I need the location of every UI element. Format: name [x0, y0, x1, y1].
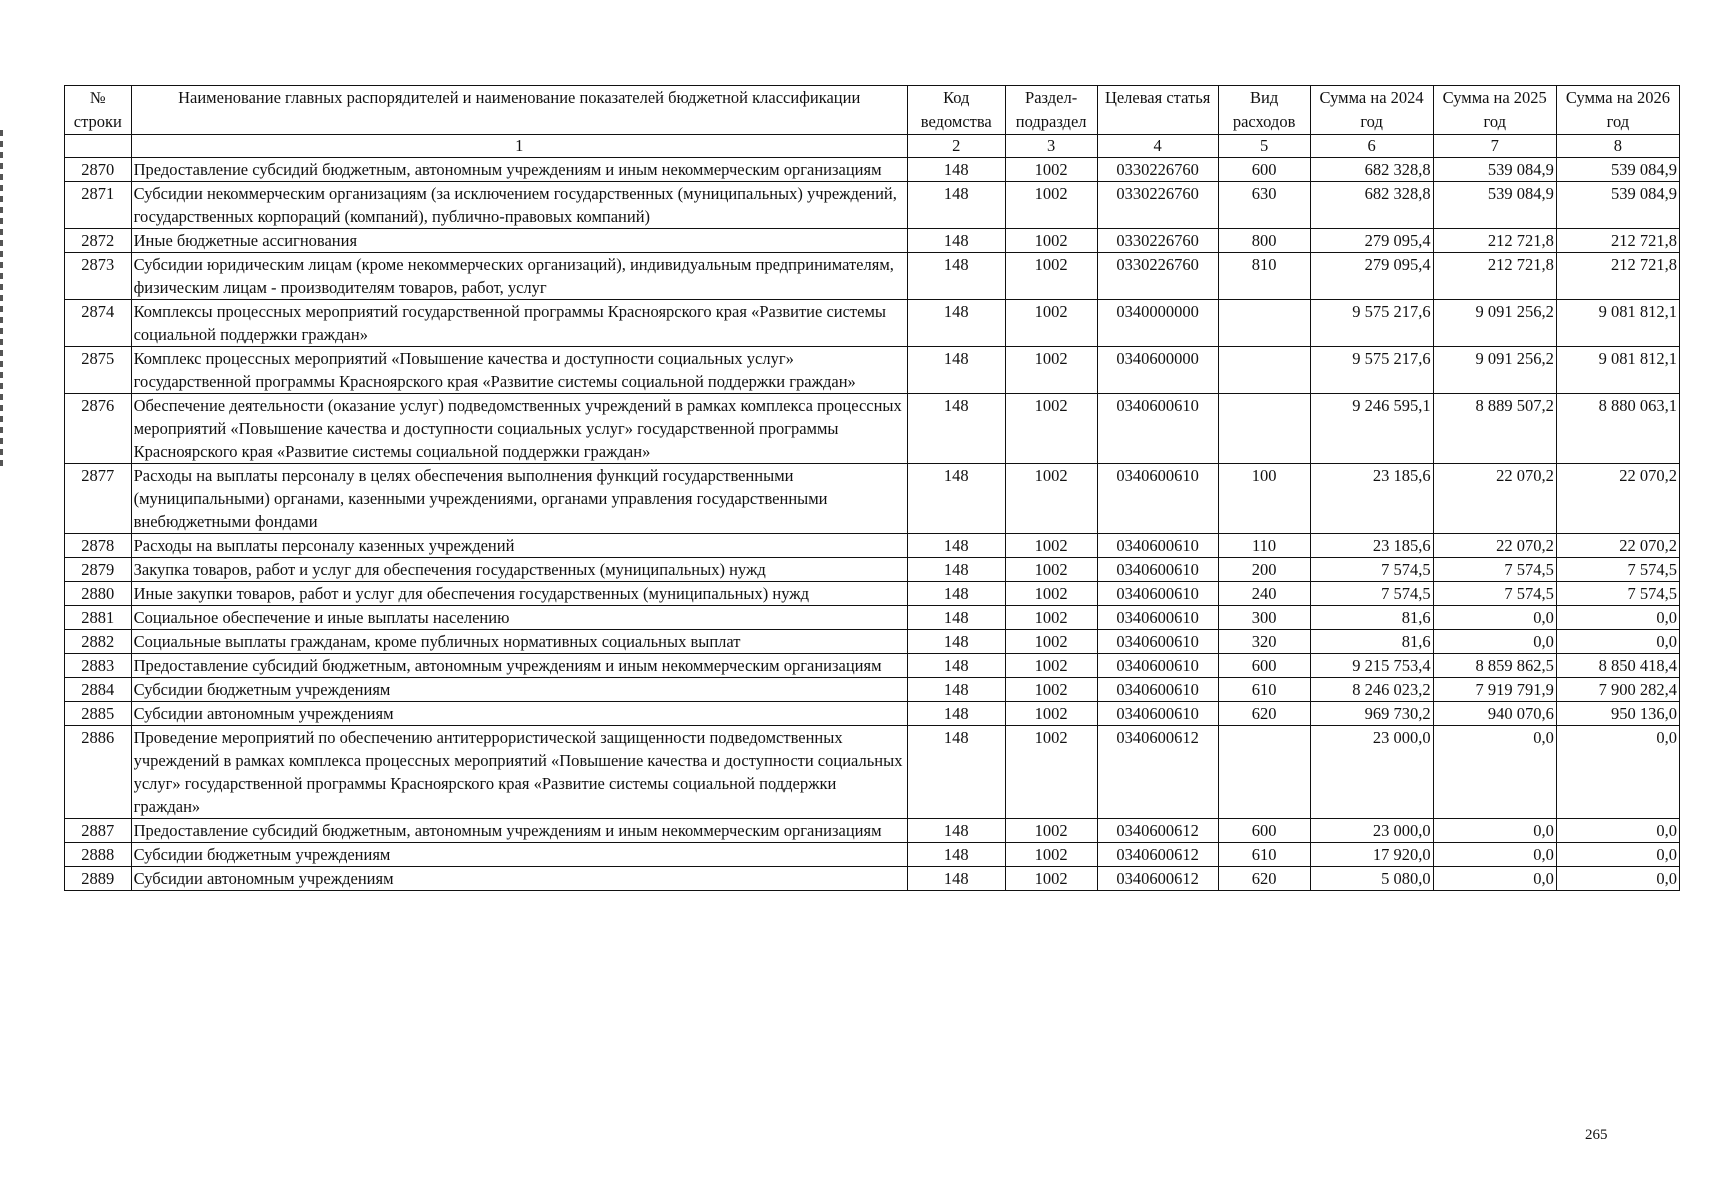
sum-2026-cell: 8 880 063,1 — [1556, 394, 1679, 464]
sum-2025-cell: 8 889 507,2 — [1433, 394, 1556, 464]
row-name-cell: Субсидии юридическим лицам (кроме некоммерческих организаций), индивидуальным предпринимателям, физическим лицам - производителям товаров, работ, услуг — [131, 253, 907, 300]
row-number-cell: 2875 — [65, 347, 132, 394]
department-code-cell: 148 — [907, 702, 1005, 726]
row-name-cell: Предоставление субсидий бюджетным, автономным учреждениям и иным некоммерческим организациям — [131, 654, 907, 678]
sum-2026-cell: 0,0 — [1556, 726, 1679, 819]
expense-type-cell — [1218, 300, 1310, 347]
sum-2025-cell: 539 084,9 — [1433, 158, 1556, 182]
row-name-cell: Субсидии автономным учреждениям — [131, 867, 907, 891]
sum-2025-cell: 0,0 — [1433, 606, 1556, 630]
sum-2025-cell: 9 091 256,2 — [1433, 347, 1556, 394]
sum-2026-cell: 0,0 — [1556, 819, 1679, 843]
header-expense-type: Вид расходов — [1218, 86, 1310, 135]
sum-2024-cell: 9 215 753,4 — [1310, 654, 1433, 678]
row-number-cell: 2879 — [65, 558, 132, 582]
expense-type-cell: 200 — [1218, 558, 1310, 582]
row-number-cell: 2874 — [65, 300, 132, 347]
table-row — [65, 606, 1680, 630]
expense-type-cell: 600 — [1218, 158, 1310, 182]
section-cell: 1002 — [1005, 253, 1097, 300]
department-code-cell: 148 — [907, 253, 1005, 300]
header-sum-2026: Сумма на 2026 год — [1556, 86, 1679, 135]
column-number: 6 — [1310, 135, 1433, 158]
expense-type-cell — [1218, 726, 1310, 819]
department-code-cell: 148 — [907, 394, 1005, 464]
row-number-cell: 2880 — [65, 582, 132, 606]
department-code-cell: 148 — [907, 726, 1005, 819]
row-number-cell: 2881 — [65, 606, 132, 630]
sum-2025-cell: 7 574,5 — [1433, 558, 1556, 582]
header-section: Раздел-подраздел — [1005, 86, 1097, 135]
sum-2025-cell: 940 070,6 — [1433, 702, 1556, 726]
section-cell: 1002 — [1005, 606, 1097, 630]
expense-type-cell: 240 — [1218, 582, 1310, 606]
section-cell: 1002 — [1005, 726, 1097, 819]
row-name-cell: Иные закупки товаров, работ и услуг для обеспечения государственных (муниципальных) нужд — [131, 582, 907, 606]
row-name-cell: Обеспечение деятельности (оказание услуг) подведомственных учреждений в рамках комплекса процессных мероприятий «Повышение качества и доступности социальных услуг» государственной программы Красноярского края «Развитие системы социальной поддержки граждан» — [131, 394, 907, 464]
sum-2026-cell: 539 084,9 — [1556, 158, 1679, 182]
department-code-cell: 148 — [907, 229, 1005, 253]
sum-2024-cell: 17 920,0 — [1310, 843, 1433, 867]
row-name-cell: Социальные выплаты гражданам, кроме публичных нормативных социальных выплат — [131, 630, 907, 654]
row-number-cell: 2870 — [65, 158, 132, 182]
sum-2025-cell: 212 721,8 — [1433, 229, 1556, 253]
expense-type-cell: 610 — [1218, 843, 1310, 867]
section-cell: 1002 — [1005, 464, 1097, 534]
target-article-cell: 0340600612 — [1097, 843, 1218, 867]
sum-2024-cell: 8 246 023,2 — [1310, 678, 1433, 702]
department-code-cell: 148 — [907, 819, 1005, 843]
page-number: 265 — [1585, 1127, 1608, 1143]
sum-2026-cell: 8 850 418,4 — [1556, 654, 1679, 678]
target-article-cell: 0340600610 — [1097, 534, 1218, 558]
header-sum-2025: Сумма на 2025 год — [1433, 86, 1556, 135]
expense-type-cell: 810 — [1218, 253, 1310, 300]
table-row — [65, 347, 1680, 394]
table-row — [65, 654, 1680, 678]
table-row — [65, 582, 1680, 606]
sum-2024-cell: 23 185,6 — [1310, 534, 1433, 558]
expense-type-cell: 600 — [1218, 654, 1310, 678]
row-number-cell: 2882 — [65, 630, 132, 654]
row-name-cell: Предоставление субсидий бюджетным, автономным учреждениям и иным некоммерческим организациям — [131, 819, 907, 843]
section-cell: 1002 — [1005, 702, 1097, 726]
table-row — [65, 867, 1680, 891]
section-cell: 1002 — [1005, 819, 1097, 843]
department-code-cell: 148 — [907, 182, 1005, 229]
expense-type-cell: 610 — [1218, 678, 1310, 702]
sum-2025-cell: 0,0 — [1433, 867, 1556, 891]
row-number-cell: 2873 — [65, 253, 132, 300]
row-number-cell: 2883 — [65, 654, 132, 678]
section-cell: 1002 — [1005, 229, 1097, 253]
section-cell: 1002 — [1005, 630, 1097, 654]
row-number-cell: 2877 — [65, 464, 132, 534]
target-article-cell: 0340600610 — [1097, 464, 1218, 534]
sum-2024-cell: 682 328,8 — [1310, 158, 1433, 182]
sum-2024-cell: 81,6 — [1310, 606, 1433, 630]
sum-2025-cell: 22 070,2 — [1433, 464, 1556, 534]
expense-type-cell: 620 — [1218, 702, 1310, 726]
sum-2025-cell: 539 084,9 — [1433, 182, 1556, 229]
expense-type-cell: 600 — [1218, 819, 1310, 843]
row-name-cell: Комплекс процессных мероприятий «Повышение качества и доступности социальных услуг» государственной программы Красноярского края «Развитие системы социальной поддержки граждан» — [131, 347, 907, 394]
target-article-cell: 0340600000 — [1097, 347, 1218, 394]
table-row — [65, 158, 1680, 182]
row-name-cell: Проведение мероприятий по обеспечению антитеррористической защищенности подведомственных учреждений в рамках комплекса процессных мероприятий «Повышение качества и доступности социальных услуг» государственной программы Красноярского края «Развитие системы социальной поддержки граждан» — [131, 726, 907, 819]
sum-2025-cell: 7 919 791,9 — [1433, 678, 1556, 702]
sum-2024-cell: 7 574,5 — [1310, 582, 1433, 606]
department-code-cell: 148 — [907, 582, 1005, 606]
section-cell: 1002 — [1005, 158, 1097, 182]
section-cell: 1002 — [1005, 300, 1097, 347]
sum-2025-cell: 9 091 256,2 — [1433, 300, 1556, 347]
column-number: 1 — [131, 135, 907, 158]
department-code-cell: 148 — [907, 347, 1005, 394]
section-cell: 1002 — [1005, 347, 1097, 394]
header-target-article: Целевая статья — [1097, 86, 1218, 135]
target-article-cell: 0340000000 — [1097, 300, 1218, 347]
target-article-cell: 0330226760 — [1097, 229, 1218, 253]
department-code-cell: 148 — [907, 534, 1005, 558]
table-row — [65, 464, 1680, 534]
sum-2026-cell: 9 081 812,1 — [1556, 347, 1679, 394]
row-name-cell: Субсидии бюджетным учреждениям — [131, 843, 907, 867]
row-name-cell: Расходы на выплаты персоналу казенных учреждений — [131, 534, 907, 558]
row-name-cell: Иные бюджетные ассигнования — [131, 229, 907, 253]
scan-edge-mark — [0, 130, 3, 470]
section-cell: 1002 — [1005, 867, 1097, 891]
target-article-cell: 0330226760 — [1097, 182, 1218, 229]
target-article-cell: 0340600610 — [1097, 394, 1218, 464]
sum-2026-cell: 7 900 282,4 — [1556, 678, 1679, 702]
target-article-cell: 0340600610 — [1097, 582, 1218, 606]
target-article-cell: 0340600612 — [1097, 726, 1218, 819]
row-name-cell: Комплексы процессных мероприятий государственной программы Красноярского края «Развитие системы социальной поддержки граждан» — [131, 300, 907, 347]
department-code-cell: 148 — [907, 867, 1005, 891]
row-name-cell: Субсидии автономным учреждениям — [131, 702, 907, 726]
section-cell: 1002 — [1005, 558, 1097, 582]
department-code-cell: 148 — [907, 158, 1005, 182]
section-cell: 1002 — [1005, 678, 1097, 702]
sum-2024-cell: 7 574,5 — [1310, 558, 1433, 582]
header-sum-2024: Сумма на 2024 год — [1310, 86, 1433, 135]
table-row — [65, 182, 1680, 229]
sum-2026-cell: 22 070,2 — [1556, 464, 1679, 534]
sum-2024-cell: 23 000,0 — [1310, 726, 1433, 819]
sum-2026-cell: 950 136,0 — [1556, 702, 1679, 726]
section-cell: 1002 — [1005, 534, 1097, 558]
row-number-cell: 2871 — [65, 182, 132, 229]
sum-2026-cell: 0,0 — [1556, 843, 1679, 867]
department-code-cell: 148 — [907, 464, 1005, 534]
row-number-cell: 2884 — [65, 678, 132, 702]
sum-2024-cell: 5 080,0 — [1310, 867, 1433, 891]
table-row — [65, 630, 1680, 654]
expense-type-cell: 320 — [1218, 630, 1310, 654]
table-row — [65, 678, 1680, 702]
sum-2024-cell: 279 095,4 — [1310, 253, 1433, 300]
target-article-cell: 0340600610 — [1097, 678, 1218, 702]
expense-type-cell: 630 — [1218, 182, 1310, 229]
department-code-cell: 148 — [907, 300, 1005, 347]
table-body — [65, 158, 1680, 891]
sum-2024-cell: 682 328,8 — [1310, 182, 1433, 229]
sum-2026-cell: 212 721,8 — [1556, 229, 1679, 253]
expense-type-cell: 800 — [1218, 229, 1310, 253]
row-name-cell: Предоставление субсидий бюджетным, автономным учреждениям и иным некоммерческим организациям — [131, 158, 907, 182]
department-code-cell: 148 — [907, 606, 1005, 630]
sum-2024-cell: 23 185,6 — [1310, 464, 1433, 534]
sum-2026-cell: 7 574,5 — [1556, 558, 1679, 582]
sum-2026-cell: 9 081 812,1 — [1556, 300, 1679, 347]
column-number: 4 — [1097, 135, 1218, 158]
section-cell: 1002 — [1005, 654, 1097, 678]
target-article-cell: 0340600610 — [1097, 702, 1218, 726]
sum-2024-cell: 23 000,0 — [1310, 819, 1433, 843]
sum-2024-cell: 9 575 217,6 — [1310, 300, 1433, 347]
sum-2026-cell: 539 084,9 — [1556, 182, 1679, 229]
column-number-row — [65, 135, 1680, 158]
table-row — [65, 558, 1680, 582]
table-row — [65, 702, 1680, 726]
target-article-cell: 0330226760 — [1097, 158, 1218, 182]
sum-2024-cell: 9 575 217,6 — [1310, 347, 1433, 394]
target-article-cell: 0340600610 — [1097, 558, 1218, 582]
row-number-cell: 2886 — [65, 726, 132, 819]
column-number: 7 — [1433, 135, 1556, 158]
section-cell: 1002 — [1005, 582, 1097, 606]
section-cell: 1002 — [1005, 843, 1097, 867]
sum-2025-cell: 0,0 — [1433, 843, 1556, 867]
target-article-cell: 0340600612 — [1097, 819, 1218, 843]
row-number-cell: 2878 — [65, 534, 132, 558]
department-code-cell: 148 — [907, 558, 1005, 582]
sum-2025-cell: 8 859 862,5 — [1433, 654, 1556, 678]
department-code-cell: 148 — [907, 654, 1005, 678]
target-article-cell: 0330226760 — [1097, 253, 1218, 300]
table-header-row — [65, 86, 1680, 135]
section-cell: 1002 — [1005, 394, 1097, 464]
column-number: 3 — [1005, 135, 1097, 158]
sum-2025-cell: 0,0 — [1433, 630, 1556, 654]
sum-2024-cell: 81,6 — [1310, 630, 1433, 654]
sum-2026-cell: 0,0 — [1556, 867, 1679, 891]
budget-table — [64, 85, 1680, 891]
sum-2025-cell: 22 070,2 — [1433, 534, 1556, 558]
row-name-cell: Субсидии бюджетным учреждениям — [131, 678, 907, 702]
sum-2024-cell: 969 730,2 — [1310, 702, 1433, 726]
expense-type-cell: 100 — [1218, 464, 1310, 534]
department-code-cell: 148 — [907, 630, 1005, 654]
header-department-code: Код ведомства — [907, 86, 1005, 135]
header-row-number: № строки — [65, 86, 132, 135]
table-row — [65, 253, 1680, 300]
sum-2024-cell: 9 246 595,1 — [1310, 394, 1433, 464]
department-code-cell: 148 — [907, 843, 1005, 867]
table-row — [65, 300, 1680, 347]
table-row — [65, 843, 1680, 867]
sum-2025-cell: 212 721,8 — [1433, 253, 1556, 300]
row-name-cell: Расходы на выплаты персоналу в целях обеспечения выполнения функций государственными (муниципальными) органами, казенными учреждениями, органами управления государственными внебюджетными фондами — [131, 464, 907, 534]
sum-2025-cell: 0,0 — [1433, 726, 1556, 819]
row-number-cell: 2876 — [65, 394, 132, 464]
row-number-cell: 2889 — [65, 867, 132, 891]
table-row — [65, 726, 1680, 819]
target-article-cell: 0340600612 — [1097, 867, 1218, 891]
row-number-cell: 2885 — [65, 702, 132, 726]
sum-2025-cell: 7 574,5 — [1433, 582, 1556, 606]
sum-2026-cell: 0,0 — [1556, 606, 1679, 630]
row-name-cell: Субсидии некоммерческим организациям (за исключением государственных (муниципальных) учреждений, государственных корпораций (компаний), публично-правовых компаний) — [131, 182, 907, 229]
table-row — [65, 394, 1680, 464]
column-number: 2 — [907, 135, 1005, 158]
row-name-cell: Социальное обеспечение и иные выплаты населению — [131, 606, 907, 630]
table-row — [65, 229, 1680, 253]
expense-type-cell — [1218, 347, 1310, 394]
sum-2026-cell: 7 574,5 — [1556, 582, 1679, 606]
department-code-cell: 148 — [907, 678, 1005, 702]
expense-type-cell: 620 — [1218, 867, 1310, 891]
table-row — [65, 819, 1680, 843]
header-name: Наименование главных распорядителей и наименование показателей бюджетной классификации — [131, 86, 907, 135]
target-article-cell: 0340600610 — [1097, 606, 1218, 630]
target-article-cell: 0340600610 — [1097, 654, 1218, 678]
section-cell: 1002 — [1005, 182, 1097, 229]
sum-2026-cell: 212 721,8 — [1556, 253, 1679, 300]
expense-type-cell — [1218, 394, 1310, 464]
sum-2025-cell: 0,0 — [1433, 819, 1556, 843]
expense-type-cell: 300 — [1218, 606, 1310, 630]
target-article-cell: 0340600610 — [1097, 630, 1218, 654]
sum-2026-cell: 0,0 — [1556, 630, 1679, 654]
sum-2026-cell: 22 070,2 — [1556, 534, 1679, 558]
row-number-cell: 2888 — [65, 843, 132, 867]
column-number: 8 — [1556, 135, 1679, 158]
column-number — [65, 135, 132, 158]
row-name-cell: Закупка товаров, работ и услуг для обеспечения государственных (муниципальных) нужд — [131, 558, 907, 582]
expense-type-cell: 110 — [1218, 534, 1310, 558]
sum-2024-cell: 279 095,4 — [1310, 229, 1433, 253]
row-number-cell: 2887 — [65, 819, 132, 843]
table-row — [65, 534, 1680, 558]
row-number-cell: 2872 — [65, 229, 132, 253]
column-number: 5 — [1218, 135, 1310, 158]
